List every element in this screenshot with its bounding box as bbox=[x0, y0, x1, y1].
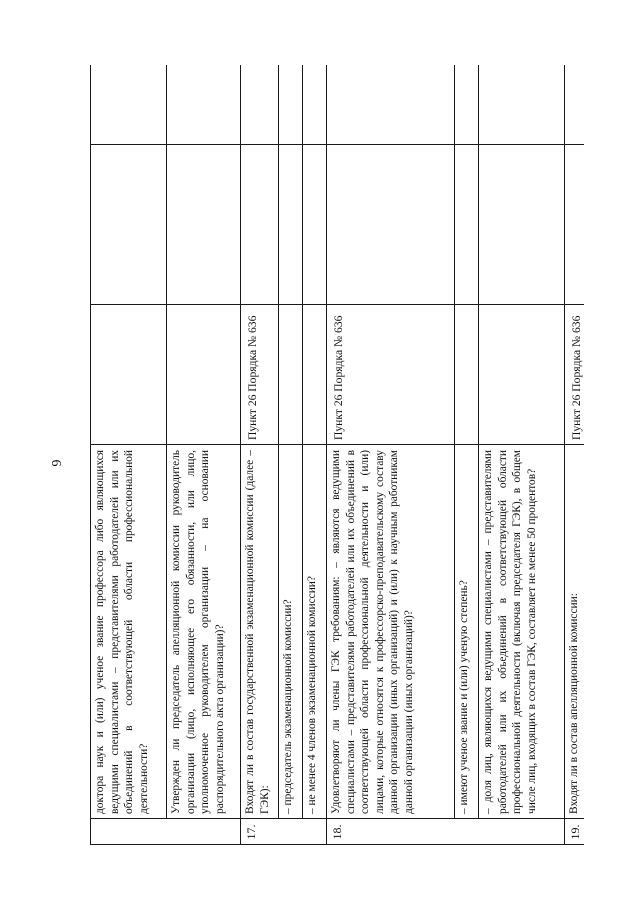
table-rule bbox=[166, 65, 167, 819]
question-cell: Удовлетворяют ли члены ГЭК требованиям: – являются ведущими специалистами – представителями работодателей или их объединений в соответствующей области профессиональной деятельности и (или) лицами, которые относятся к профессорско-преподавательскому составу данной организации (иных организаций) и (или) к научным работникам данной организации (иных организаций)? bbox=[330, 450, 415, 814]
reference-cell: Пункт 26 Порядка № 636 bbox=[570, 315, 583, 440]
row-number bbox=[90, 819, 166, 845]
table-rule bbox=[478, 65, 479, 819]
table-rule bbox=[302, 65, 303, 819]
row-number: 18. bbox=[330, 824, 344, 840]
question-cell: Утвержден ли председатель апелляционной комиссии руководитель организации (лицо, исполняющее его обязанности, или лицо, уполномоченное руководителем организации – на основании распорядительного акта организации)? bbox=[170, 450, 226, 814]
row-number: 17. bbox=[244, 824, 258, 840]
table-rule bbox=[90, 144, 584, 145]
table-rule bbox=[240, 65, 241, 845]
question-cell: – председатель экзаменационной комиссии? bbox=[282, 599, 294, 814]
reference-cell: Пункт 26 Порядка № 636 bbox=[246, 315, 259, 440]
question-cell: – не менее 4 членов экзаменационной комиссии? bbox=[306, 576, 318, 814]
page-number: 6 bbox=[48, 459, 63, 467]
table-rule bbox=[90, 304, 584, 305]
reference-cell bbox=[90, 305, 166, 445]
table-rule bbox=[278, 65, 279, 819]
checklist-page bbox=[84, 65, 584, 845]
table-rule bbox=[454, 65, 455, 819]
table-rule bbox=[90, 444, 584, 445]
table-border bbox=[90, 844, 584, 845]
table-rule bbox=[326, 65, 327, 845]
question-cell: доктора наук и (или) ученое звание профессора либо являющихся ведущими специалистами – представителями работодателей или их объединений в соответствующей области профессиональной деятельности? bbox=[94, 450, 150, 814]
question-cell: Входят ли в состав государственной экзаменационной комиссии (далее – ГЭК): bbox=[244, 450, 271, 814]
table-rule bbox=[564, 65, 565, 845]
row-number bbox=[166, 819, 240, 845]
question-cell: – имеют ученое звание и (или) ученую степень? bbox=[458, 580, 470, 814]
table-border bbox=[90, 65, 91, 845]
question-cell: Входят ли в состав апелляционной комиссии: bbox=[568, 593, 580, 814]
row-number: 19. bbox=[568, 824, 582, 840]
reference-cell bbox=[166, 305, 240, 445]
checklist-table bbox=[84, 65, 584, 845]
table-rule bbox=[90, 818, 584, 819]
question-cell: – доля лиц, являющихся ведущими специалистами – представителями работодателей или их объединений в соответствующей области профессиональной деятельности (включая председателя ГЭК), в общем числе лиц, входящих в состав ГЭК, составляет не менее 50 процентов? bbox=[482, 450, 538, 814]
reference-cell: Пункт 26 Порядка № 636 bbox=[332, 315, 345, 440]
